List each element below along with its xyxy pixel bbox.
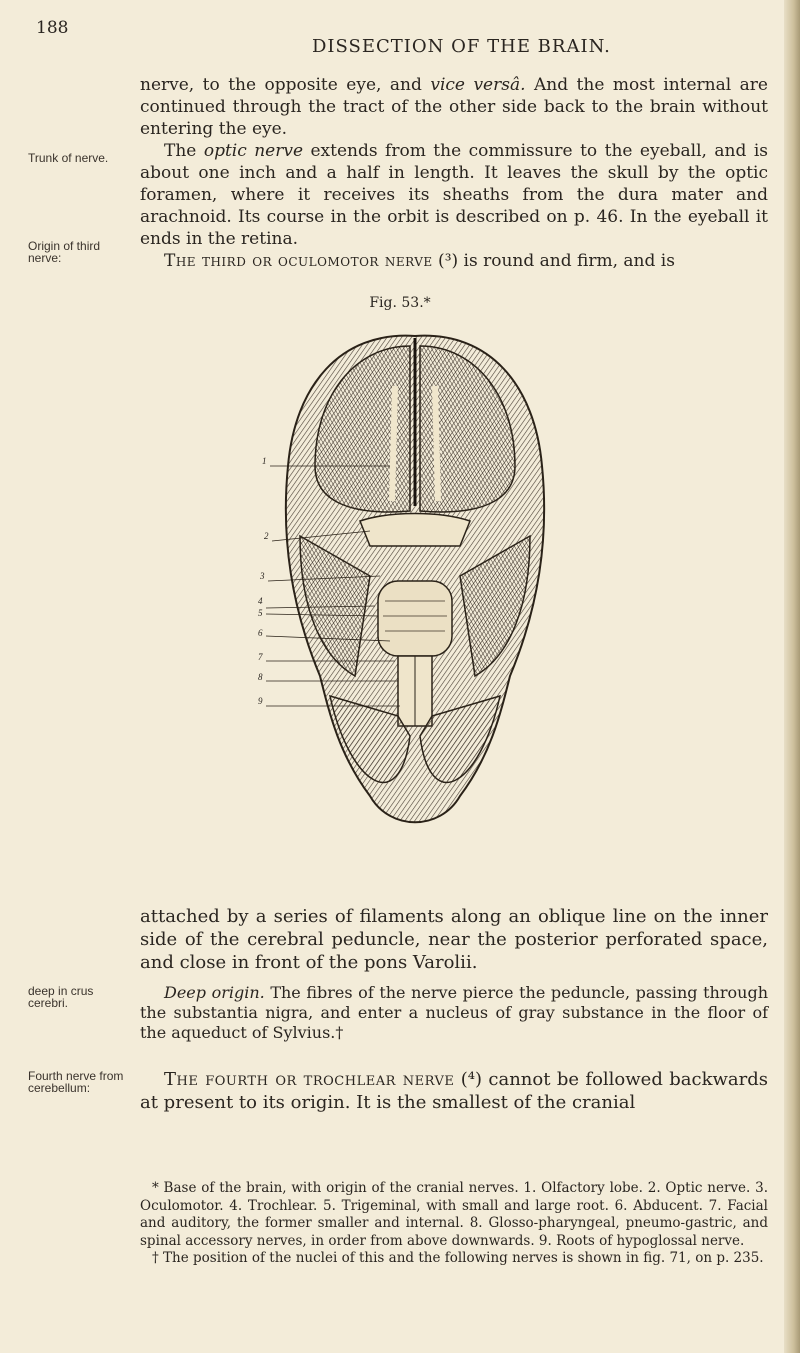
paragraph-2: The optic nerve extends from the commissure to the eyeball, and is about one inch and a half in length. It leaves the skull by the optic foramen, where it receives its sheaths from the dura mater and arachnoid. Its course in the orbit is described on p. 46. In the eyeball it ends in the retina.: [140, 141, 768, 249]
paragraph-3: The third or oculomotor nerve (³) is round and firm, and is: [164, 251, 675, 271]
figure-label-7: 7: [258, 652, 263, 662]
page-edge: [784, 0, 800, 1353]
margin-note-deep-origin: deep in crus cerebri.: [28, 984, 94, 1010]
pons-varolii: [378, 581, 452, 656]
figure-label-3: 3: [260, 571, 265, 581]
brain-base-figure: [260, 316, 570, 874]
figure-label-2: 2: [264, 531, 269, 541]
figure-label-8: 8: [258, 672, 263, 682]
right-olfactory-tract: [435, 386, 438, 501]
paragraph-6: The fourth or trochlear nerve (⁴) cannot be followed backwards at present to its origin. It is the smallest of the cranial: [140, 1069, 768, 1113]
figure-label-9: 9: [258, 696, 263, 706]
bottom-text-block-b: [140, 983, 768, 1043]
paragraph-4: attached by a series of filaments along an oblique line on the inner side of the cerebral peduncle, near the posterior perforated space, and close in front of the pons Varolii.: [140, 906, 768, 973]
margin-note-origin: Origin of third nerve:: [28, 239, 101, 265]
left-olfactory-tract: [392, 386, 395, 501]
footnote-dagger: † The position of the nuclei of this and the following nerves is shown in fig. 71, on p. 235.: [152, 1250, 764, 1266]
figure-label-6: 6: [258, 628, 263, 638]
margin-note-trunk: Trunk of nerve.: [28, 151, 109, 165]
figure-caption: Fig. 53.*: [369, 295, 431, 311]
figure-label-1: 1: [262, 456, 267, 466]
brain-illustration: [260, 316, 570, 874]
paragraph-5: Deep origin. The fibres of the nerve pierce the peduncle, passing through the substantia nigra, and enter a nucleus of gray substance in the floor of the aqueduct of Sylvius.†: [140, 983, 768, 1042]
page-number: 188: [36, 18, 69, 38]
bottom-text-block-c: [140, 1068, 768, 1114]
footnotes: [140, 1180, 768, 1268]
footnote-figure: * Base of the brain, with origin of the cranial nerves. 1. Olfactory lobe. 2. Optic nerve. 3. Oculomotor. 4. Trochlear. 5. Trigeminal, with small and large root. 6. Abducent. 7. Facial and auditory, the former smaller and internal. 8. Glosso-pharyngeal, pneumo-gastric, and spinal accessory nerves, in order from above downwards. 9. Roots of hypoglossal nerve.: [140, 1180, 768, 1249]
paragraph-1: nerve, to the opposite eye, and vice versâ. And the most internal are continued through the tract of the other side back to the brain without entering the eye.: [140, 75, 768, 139]
bottom-text-block-a: [140, 905, 768, 974]
top-text-block: [140, 74, 768, 272]
optic-chiasm: [360, 514, 470, 547]
running-title: DISSECTION OF THE BRAIN.: [312, 36, 611, 57]
figure-label-4: 4: [258, 596, 263, 606]
figure-label-5: 5: [258, 608, 263, 618]
margin-note-fourth-nerve: Fourth nerve from cerebellum:: [28, 1069, 124, 1095]
